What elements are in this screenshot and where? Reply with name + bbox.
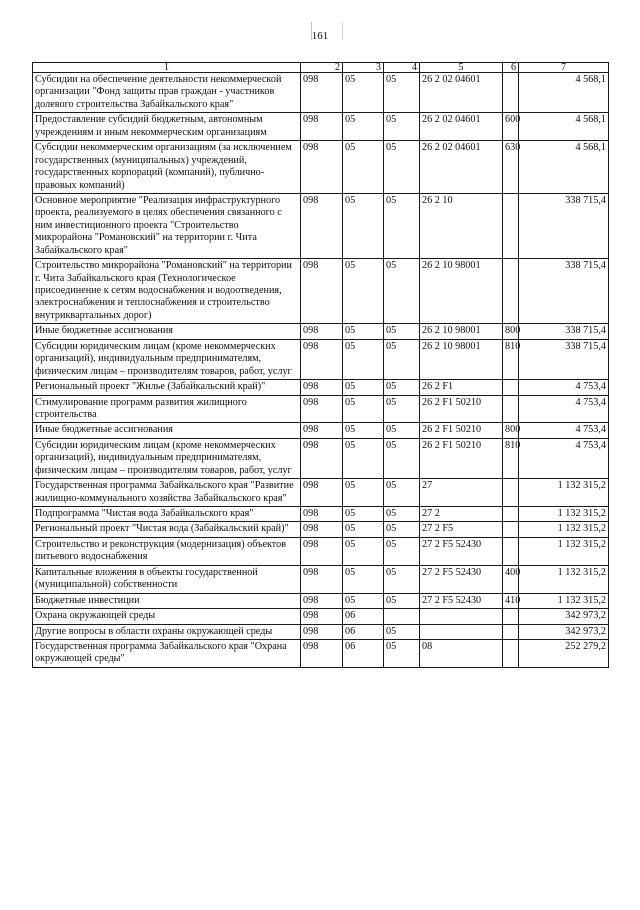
table-row <box>33 380 609 395</box>
row-target-article-cell: 26 2 F1 50210 <box>420 423 503 438</box>
row-expense-type-cell <box>503 507 519 522</box>
row-amount-cell: 338 715,4 <box>519 324 609 339</box>
row-amount-cell: 4 568,1 <box>519 141 609 194</box>
table-row <box>33 113 609 141</box>
row-expense-type-cell: 410 <box>503 593 519 608</box>
table-row <box>33 537 609 565</box>
row-section-cell: 05 <box>343 593 384 608</box>
row-subsection-cell: 05 <box>384 565 420 593</box>
row-name-cell: Строительство и реконструкция (модернизация) объектов питьевого водоснабжения <box>33 537 301 565</box>
row-name-cell: Капитальные вложения в объекты государственной (муниципальной) собственности <box>33 565 301 593</box>
row-subsection-cell: 05 <box>384 73 420 113</box>
row-name-cell: Региональный проект "Жилье (Забайкальский край)" <box>33 380 301 395</box>
row-section-cell: 05 <box>343 339 384 379</box>
table-row <box>33 522 609 537</box>
row-expense-type-cell: 630 <box>503 141 519 194</box>
row-expense-type-cell <box>503 609 519 624</box>
row-subsection-cell: 05 <box>384 324 420 339</box>
row-section-cell: 05 <box>343 522 384 537</box>
row-amount-cell: 252 279,2 <box>519 639 609 667</box>
row-name-cell: Другие вопросы в области охраны окружающей среды <box>33 624 301 639</box>
row-expense-type-cell <box>503 193 519 258</box>
row-amount-cell: 1 132 315,2 <box>519 565 609 593</box>
row-name-cell: Субсидии некоммерческим организациям (за исключением государственных (муниципальных) учреждений, государственных корпораций (компаний), публично-правовых компаний) <box>33 141 301 194</box>
row-amount-cell: 1 132 315,2 <box>519 479 609 507</box>
row-section-cell: 06 <box>343 639 384 667</box>
row-amount-cell: 4 568,1 <box>519 113 609 141</box>
row-section-cell: 05 <box>343 113 384 141</box>
row-subsection-cell: 05 <box>384 639 420 667</box>
header-cell-3: 3 <box>343 63 384 73</box>
row-section-cell: 05 <box>343 324 384 339</box>
row-section-cell: 05 <box>343 438 384 478</box>
row-expense-type-cell: 800 <box>503 423 519 438</box>
row-name-cell: Иные бюджетные ассигнования <box>33 423 301 438</box>
row-expense-type-cell <box>503 639 519 667</box>
row-subsection-cell: 05 <box>384 395 420 423</box>
row-ministry-code-cell: 098 <box>301 537 343 565</box>
row-ministry-code-cell: 098 <box>301 423 343 438</box>
row-expense-type-cell <box>503 73 519 113</box>
row-name-cell: Государственная программа Забайкальского края "Охрана окружающей среды" <box>33 639 301 667</box>
table-row <box>33 73 609 113</box>
row-amount-cell: 342 973,2 <box>519 624 609 639</box>
row-name-cell: Основное мероприятие "Реализация инфраструктурного проекта, реализуемого в целях обеспечения связанного с ним инвестиционного проекта "Строительство микрорайона "Романовский" на территории г. Чита Забайкальского края" <box>33 193 301 258</box>
row-expense-type-cell <box>503 395 519 423</box>
row-amount-cell: 1 132 315,2 <box>519 522 609 537</box>
row-amount-cell: 4 753,4 <box>519 438 609 478</box>
table-row <box>33 339 609 379</box>
row-target-article-cell: 27 2 <box>420 507 503 522</box>
row-ministry-code-cell: 098 <box>301 259 343 324</box>
row-ministry-code-cell: 098 <box>301 479 343 507</box>
row-amount-cell: 338 715,4 <box>519 193 609 258</box>
row-name-cell: Субсидии на обеспечение деятельности некоммерческой организации "Фонд защиты прав граждан - участников долевого строительства Забайкальского края" <box>33 73 301 113</box>
row-section-cell: 05 <box>343 193 384 258</box>
row-expense-type-cell <box>503 522 519 537</box>
row-section-cell: 05 <box>343 395 384 423</box>
row-expense-type-cell <box>503 537 519 565</box>
table-row <box>33 193 609 258</box>
row-ministry-code-cell: 098 <box>301 507 343 522</box>
row-section-cell: 05 <box>343 259 384 324</box>
row-amount-cell: 4 753,4 <box>519 395 609 423</box>
binding-marks <box>311 22 343 40</box>
table-body <box>33 73 609 668</box>
row-subsection-cell: 05 <box>384 380 420 395</box>
table-row <box>33 593 609 608</box>
header-cell-7: 7 <box>519 63 609 73</box>
row-amount-cell: 1 132 315,2 <box>519 537 609 565</box>
row-section-cell: 05 <box>343 73 384 113</box>
row-ministry-code-cell: 098 <box>301 141 343 194</box>
row-ministry-code-cell: 098 <box>301 565 343 593</box>
budget-table-container <box>32 62 608 668</box>
header-row <box>33 63 609 73</box>
table-header <box>33 63 609 73</box>
row-subsection-cell: 05 <box>384 522 420 537</box>
row-target-article-cell: 26 2 02 04601 <box>420 141 503 194</box>
row-amount-cell: 1 132 315,2 <box>519 507 609 522</box>
row-expense-type-cell <box>503 479 519 507</box>
row-expense-type-cell <box>503 380 519 395</box>
row-subsection-cell <box>384 609 420 624</box>
table-row <box>33 507 609 522</box>
row-subsection-cell: 05 <box>384 339 420 379</box>
row-amount-cell: 342 973,2 <box>519 609 609 624</box>
header-cell-1: 1 <box>33 63 301 73</box>
row-target-article-cell <box>420 624 503 639</box>
row-expense-type-cell: 400 <box>503 565 519 593</box>
header-cell-2: 2 <box>301 63 343 73</box>
row-ministry-code-cell: 098 <box>301 639 343 667</box>
row-name-cell: Стимулирование программ развития жилищного строительства <box>33 395 301 423</box>
row-ministry-code-cell: 098 <box>301 593 343 608</box>
row-target-article-cell: 26 2 F1 50210 <box>420 438 503 478</box>
row-target-article-cell: 26 2 10 <box>420 193 503 258</box>
row-target-article-cell: 26 2 10 98001 <box>420 339 503 379</box>
row-subsection-cell: 05 <box>384 193 420 258</box>
row-section-cell: 05 <box>343 423 384 438</box>
row-expense-type-cell: 800 <box>503 324 519 339</box>
row-name-cell: Строительство микрорайона "Романовский" на территории г. Чита Забайкальского края (Технологическое присоединение к сетям водоснабжения и водоотведения, электроснабжения и теплоснабжения и строительство внутриквартальных дорог) <box>33 259 301 324</box>
table-row <box>33 624 609 639</box>
row-target-article-cell: 27 2 F5 52430 <box>420 593 503 608</box>
page-number: 161 <box>311 30 329 42</box>
row-target-article-cell: 08 <box>420 639 503 667</box>
row-section-cell: 05 <box>343 141 384 194</box>
header-cell-5: 5 <box>420 63 503 73</box>
row-ministry-code-cell: 098 <box>301 113 343 141</box>
row-amount-cell: 338 715,4 <box>519 339 609 379</box>
row-expense-type-cell <box>503 624 519 639</box>
row-subsection-cell: 05 <box>384 113 420 141</box>
row-name-cell: Охрана окружающей среды <box>33 609 301 624</box>
row-ministry-code-cell: 098 <box>301 339 343 379</box>
table-row <box>33 639 609 667</box>
row-subsection-cell: 05 <box>384 507 420 522</box>
row-ministry-code-cell: 098 <box>301 73 343 113</box>
row-target-article-cell: 26 2 10 98001 <box>420 324 503 339</box>
row-name-cell: Субсидии юридическим лицам (кроме некоммерческих организаций), индивидуальным предпринимателям, физическим лицам – производителям товаров, работ, услуг <box>33 339 301 379</box>
row-subsection-cell: 05 <box>384 423 420 438</box>
row-target-article-cell: 27 2 F5 52430 <box>420 537 503 565</box>
table-row <box>33 395 609 423</box>
row-target-article-cell: 26 2 02 04601 <box>420 73 503 113</box>
row-subsection-cell: 05 <box>384 624 420 639</box>
row-amount-cell: 4 753,4 <box>519 380 609 395</box>
row-name-cell: Предоставление субсидий бюджетным, автономным учреждениям и иным некоммерческим организациям <box>33 113 301 141</box>
row-target-article-cell: 27 2 F5 <box>420 522 503 537</box>
row-expense-type-cell: 810 <box>503 438 519 478</box>
header-cell-4: 4 <box>384 63 420 73</box>
row-name-cell: Государственная программа Забайкальского края "Развитие жилищно-коммунального хозяйства Забайкальского края" <box>33 479 301 507</box>
row-ministry-code-cell: 098 <box>301 522 343 537</box>
row-name-cell: Бюджетные инвестиции <box>33 593 301 608</box>
row-name-cell: Региональный проект "Чистая вода (Забайкальский край)" <box>33 522 301 537</box>
row-section-cell: 05 <box>343 537 384 565</box>
row-expense-type-cell <box>503 259 519 324</box>
row-expense-type-cell: 600 <box>503 113 519 141</box>
row-target-article-cell <box>420 609 503 624</box>
table-row <box>33 423 609 438</box>
row-ministry-code-cell: 098 <box>301 624 343 639</box>
row-section-cell: 05 <box>343 565 384 593</box>
row-section-cell: 06 <box>343 624 384 639</box>
row-ministry-code-cell: 098 <box>301 324 343 339</box>
table-row <box>33 609 609 624</box>
row-subsection-cell: 05 <box>384 141 420 194</box>
table-row <box>33 259 609 324</box>
table-row <box>33 479 609 507</box>
row-ministry-code-cell: 098 <box>301 395 343 423</box>
row-subsection-cell: 05 <box>384 479 420 507</box>
row-subsection-cell: 05 <box>384 259 420 324</box>
row-target-article-cell: 27 2 F5 52430 <box>420 565 503 593</box>
row-name-cell: Иные бюджетные ассигнования <box>33 324 301 339</box>
row-ministry-code-cell: 098 <box>301 609 343 624</box>
row-section-cell: 05 <box>343 380 384 395</box>
table-row <box>33 438 609 478</box>
header-cell-6: 6 <box>503 63 519 73</box>
row-amount-cell: 4 753,4 <box>519 423 609 438</box>
row-ministry-code-cell: 098 <box>301 438 343 478</box>
row-subsection-cell: 05 <box>384 593 420 608</box>
table-row <box>33 565 609 593</box>
row-amount-cell: 1 132 315,2 <box>519 593 609 608</box>
row-expense-type-cell: 810 <box>503 339 519 379</box>
row-name-cell: Субсидии юридическим лицам (кроме некоммерческих организаций), индивидуальным предпринимателям, физическим лицам – производителям товаров, работ, услуг <box>33 438 301 478</box>
row-section-cell: 05 <box>343 507 384 522</box>
row-section-cell: 05 <box>343 479 384 507</box>
row-name-cell: Подпрограмма "Чистая вода Забайкальского края" <box>33 507 301 522</box>
row-subsection-cell: 05 <box>384 537 420 565</box>
row-target-article-cell: 26 2 10 98001 <box>420 259 503 324</box>
row-target-article-cell: 27 <box>420 479 503 507</box>
row-ministry-code-cell: 098 <box>301 193 343 258</box>
row-subsection-cell: 05 <box>384 438 420 478</box>
row-target-article-cell: 26 2 F1 50210 <box>420 395 503 423</box>
row-target-article-cell: 26 2 F1 <box>420 380 503 395</box>
table-row <box>33 141 609 194</box>
budget-table <box>32 62 609 668</box>
row-amount-cell: 4 568,1 <box>519 73 609 113</box>
row-amount-cell: 338 715,4 <box>519 259 609 324</box>
row-target-article-cell: 26 2 02 04601 <box>420 113 503 141</box>
row-ministry-code-cell: 098 <box>301 380 343 395</box>
table-row <box>33 324 609 339</box>
row-section-cell: 06 <box>343 609 384 624</box>
